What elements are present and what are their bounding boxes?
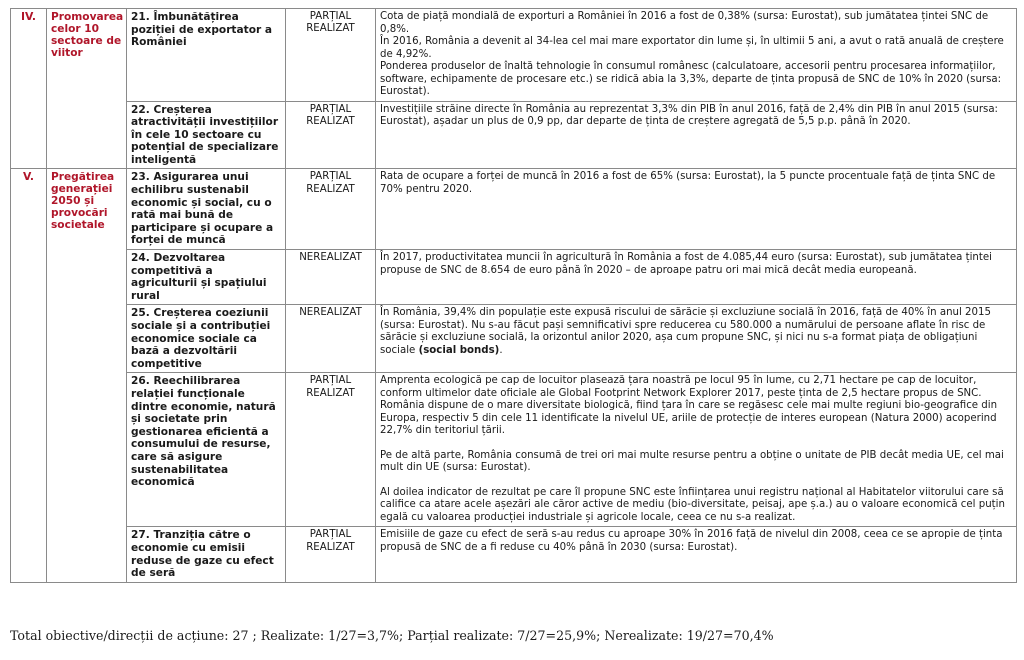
objective-description bbox=[376, 169, 1017, 250]
table-row bbox=[11, 373, 1017, 527]
objective-description bbox=[376, 373, 1017, 527]
objective-description bbox=[376, 527, 1017, 582]
objective-description bbox=[376, 101, 1017, 169]
description-paragraph: Pe de altă parte, România consumă de trei ori mai multe resurse pentru a obține o unitate de PIB decât media UE, cel mai mult din UE (sursa: Eurostat). bbox=[380, 449, 1004, 474]
status-badge: PARȚIAL REALIZAT bbox=[286, 101, 376, 169]
objective-title: 27. Tranziția către o economie cu emisii reduse de gaze cu efect de seră bbox=[127, 527, 286, 582]
description-paragraph: Amprenta ecologică pe cap de locuitor plasează țara noastră pe locul 95 în lume, cu 2,71 hectare pe cap de locuitor, conform ultimelor date oficiale ale Global Footprint Network Explorer 2017, peste ținta de 2,5 hectare propus de SNC. România dispune de o mare diversitate biologică, fiind țara în care se regăsesc cele mai multe regiuni bio-geografice din Europa, respectiv 5 din cele 11 identificate la nivelul UE, ariile de protecție de interes european (Natura 2000) acoperind 22,7% din teritoriul țării. bbox=[380, 375, 998, 437]
section-title: Promovarea celor 10 sectoare de viitor bbox=[47, 9, 127, 169]
table-row bbox=[11, 527, 1017, 582]
status-badge: PARȚIAL REALIZAT bbox=[286, 9, 376, 102]
table-row bbox=[11, 250, 1017, 305]
status-badge: PARȚIAL REALIZAT bbox=[286, 373, 376, 527]
description-paragraph: Emisiile de gaze cu efect de seră s-au redus cu aproape 30% în 2016 față de nivelul din 2008, ceea ce se apropie de ținta propusă de SNC de a fi reduse cu 40% până în 2030 (sursa: Eurostat). bbox=[380, 529, 1003, 553]
objective-description bbox=[376, 9, 1017, 102]
description-paragraph: Rata de ocupare a forței de muncă în 2016 a fost de 65% (sursa: Eurostat), la 5 puncte procentuale față de ținta SNC de 70% pentru 2020. bbox=[380, 171, 996, 195]
objective-title: 22. Creșterea atractivității investițiilor în cele 10 sectoare cu potențial de specializare inteligentă bbox=[127, 101, 286, 169]
objective-description bbox=[376, 250, 1017, 305]
status-badge: NEREALIZAT bbox=[286, 305, 376, 373]
status-badge: NEREALIZAT bbox=[286, 250, 376, 305]
table-row bbox=[11, 169, 1017, 250]
summary-footer: Total obiective/direcții de acțiune: 27 ; Realizate: 1/27=3,7%; Parțial realizate: 7/27=25,9%; Nerealizate: 19/27=70,4% bbox=[10, 628, 774, 643]
table-row bbox=[11, 9, 1017, 102]
objective-title: 23. Asigurarea unui echilibru sustenabil economic și social, cu o rată mai bună de participare și ocupare a forței de muncă bbox=[127, 169, 286, 250]
description-text: În România, 39,4% din populație este expusă riscului de sărăcie și excluziune socială în 2016, față de 40% în anul 2015 (sursa: Eurostat). Nu s-au făcut pași semnificativi spre reducerea cu 580.000 a numărului de persoane aflate în risc de sărăcie și excluziune socială, la orizontul anilor 2020, așa cum propune SNC, și nici nu s-a format piața de obligațiuni sociale bbox=[380, 307, 991, 356]
section-title: Pregătirea generației 2050 și provocări societale bbox=[47, 169, 127, 582]
table-row bbox=[11, 305, 1017, 373]
description-paragraph: Cota de piață mondială de exporturi a României în 2016 a fost de 0,38% (sursa: Eurostat), sub jumătatea țintei SNC de 0,8%. bbox=[380, 11, 989, 35]
description-paragraph: Al doilea indicator de rezultat pe care îl propune SNC este înființarea unui registru național al Habitatelor viitorului care să califice ca atare acele așezări ale căror active de mediu (bio-diversitate, peisaj, ape ș.a.) au o valoare economică cel puțin egală cu valoarea producției industriale și agricole locale, ceea ce nu s-a realizat. bbox=[380, 486, 1005, 523]
section-number: V. bbox=[11, 169, 47, 582]
emphasis-text: (social bonds) bbox=[418, 344, 500, 356]
status-badge: PARȚIAL REALIZAT bbox=[286, 169, 376, 250]
description-paragraph: Investițiile străine directe în România au reprezentat 3,3% din PIB în anul 2016, față de 2,4% din PIB în anul 2015 (sursa: Eurostat), așadar un plus de 0,9 pp, dar departe de ținta de creștere agregată de 5,5 p.p. până în 2020. bbox=[380, 103, 998, 127]
status-badge: PARȚIAL REALIZAT bbox=[286, 527, 376, 582]
table-row bbox=[11, 101, 1017, 169]
description-paragraph: În 2016, România a devenit al 34-lea cel mai mare exportator din lume și, în ultimii 5 ani, a avut o rată anuală de creștere de 4,92%. bbox=[380, 36, 1004, 60]
objective-title: 26. Reechilibrarea relației funcționale dintre economie, natură și societate prin gestionarea eficientă a consumului de resurse, care să asigure sustenabilitatea economică bbox=[127, 373, 286, 527]
description-paragraph: Ponderea produselor de înaltă tehnologie în consumul românesc (calculatoare, accesorii pentru procesarea informațiilor, software, echipamente de procesare etc.) se ridică abia la 3,3%, departe de ținta propusă de SNC de 10% în 2020 (sursa: Eurostat). bbox=[380, 61, 1002, 97]
description-paragraph: În 2017, productivitatea muncii în agricultură în România a fost de 4.085,44 euro (sursa: Eurostat), sub jumătatea țintei propuse de SNC de 8.654 de euro până în 2020 – de aproape patru ori mai mică decât media europeană. bbox=[380, 252, 992, 276]
objective-title: 25. Creșterea coeziunii sociale și a contribuției economice sociale ca bază a dezvoltării competitive bbox=[127, 305, 286, 373]
description-paragraph bbox=[380, 307, 1012, 357]
objectives-table bbox=[10, 8, 1017, 583]
description-text-end: . bbox=[499, 344, 503, 356]
objective-title: 21. Îmbunătățirea poziției de exportator a României bbox=[127, 9, 286, 102]
section-number: IV. bbox=[11, 9, 47, 169]
objective-title: 24. Dezvoltarea competitivă a agriculturii și spațiului rural bbox=[127, 250, 286, 305]
objective-description bbox=[376, 305, 1017, 373]
